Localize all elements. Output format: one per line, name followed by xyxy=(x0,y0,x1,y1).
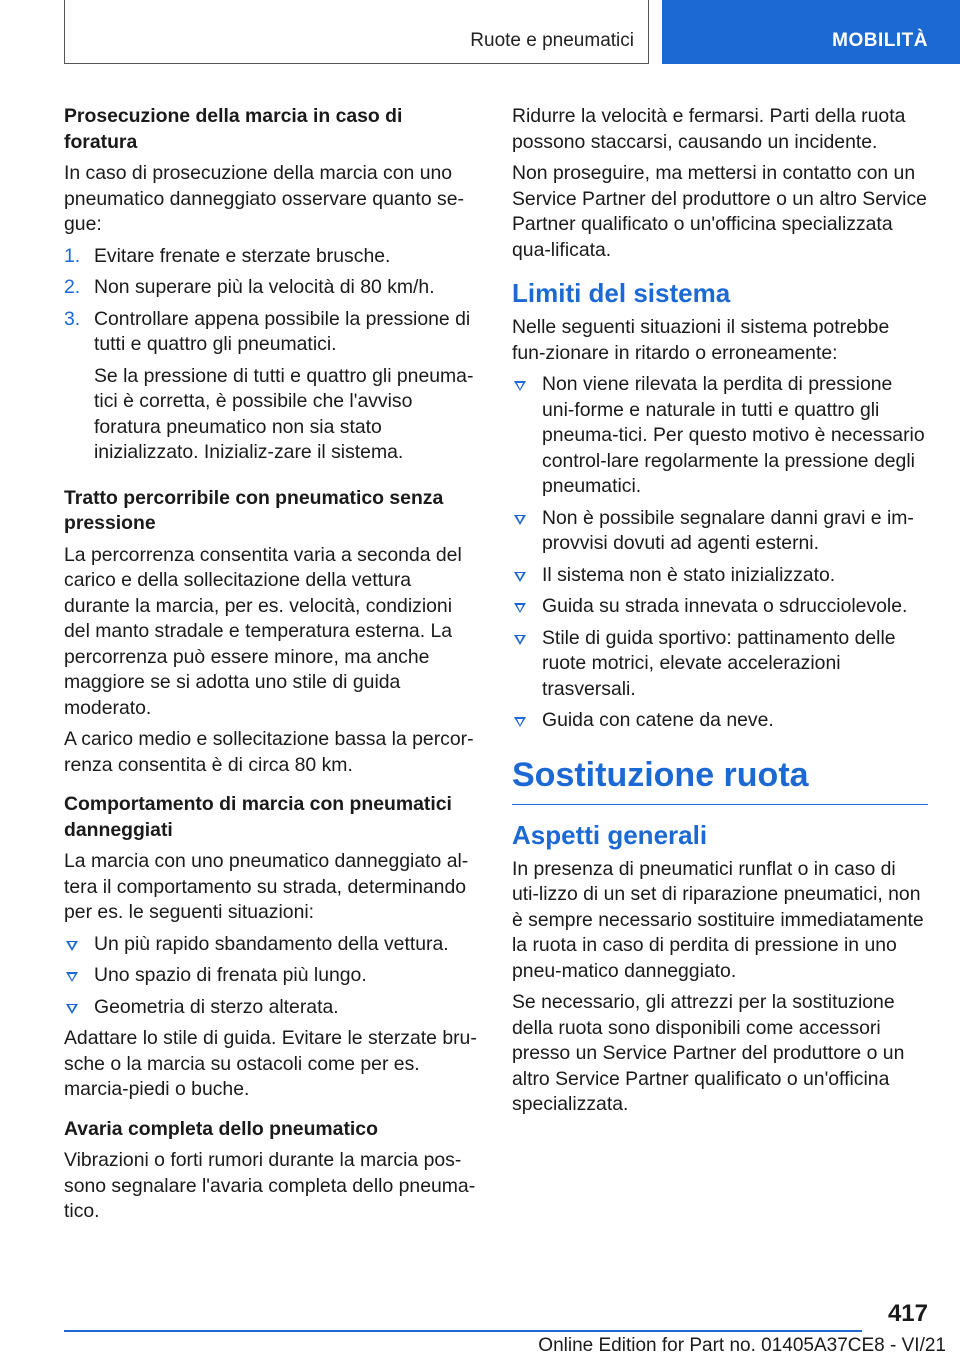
list-item: Geometria di sterzo alterata. xyxy=(64,995,478,1021)
list-item xyxy=(64,275,478,301)
wheel-change-title: Sostituzione ruota xyxy=(512,754,928,805)
limits-list xyxy=(512,372,928,734)
distance-paragraph-1: La percorrenza consentita varia a seconda del carico e della sollecitazione della vettura durante la marcia, per es. velocità, condizioni del manto stradale e temperatura esterna. La percorrenza può essere minore, ma anche maggiore se si adotta uno stile di guida moderato. xyxy=(64,543,462,719)
list-item: Non viene rilevata la perdita di pressione uni-forme e naturale in tutti e quattro gli pneuma-tici. Per questo motivo è necessario control-lare regolarmente la pressione degli pneumatici. xyxy=(512,372,928,500)
behaviour-list xyxy=(64,932,478,1021)
limits-intro: Nelle seguenti situazioni il sistema potrebbe fun-zionare in ritardo o erroneamente: xyxy=(512,316,890,364)
footer-divider xyxy=(64,1330,862,1332)
step-extra: Se la pressione di tutti e quattro gli pneuma-tici è corretta, è possibile che l'avviso foratura pneumatico non sia stato inizializzato. Inizializ-zare il sistema. xyxy=(94,364,474,463)
list-item xyxy=(64,307,478,466)
triangle-bullet-icon xyxy=(514,603,526,613)
triangle-bullet-icon xyxy=(514,381,526,391)
list-item xyxy=(64,244,478,270)
list-item: Guida su strada innevata o sdrucciolevole. xyxy=(512,594,928,620)
edition-text: Online Edition for Part no. 01405A37CE8 - VI/21 xyxy=(538,1335,946,1356)
list-item: Guida con catene da neve. xyxy=(512,708,928,734)
section-title: Ruote e pneumatici xyxy=(470,30,634,51)
failure-continuation-2: Non proseguire, ma mettersi in contatto con un Service Partner del produttore o un altro Service Partner qualificato o un'officina specializzata qua-lificata. xyxy=(512,162,927,261)
triangle-bullet-icon xyxy=(66,1004,78,1014)
list-item: Non è possibile segnalare danni gravi e im-provvisi dovuti ad agenti esterni. xyxy=(512,506,928,557)
behaviour-outro: Adattare lo stile di guida. Evitare le sterzate bru-sche o la marcia su ostacoli come per es. marcia-piedi o buche. xyxy=(64,1027,477,1100)
list-item: Un più rapido sbandamento della vettura. xyxy=(64,932,478,958)
puncture-heading: Prosecuzione della marcia in caso di foratura xyxy=(64,105,403,153)
header-section-tab xyxy=(64,0,649,64)
list-item: Stile di guida sportivo: pattinamento delle ruote motrici, elevate accelerazioni trasversali. xyxy=(512,626,928,703)
puncture-intro: In caso di prosecuzione della marcia con uno pneumatico danneggiato osservare quanto se-gue: xyxy=(64,162,464,235)
failure-heading: Avaria completa dello pneumatico xyxy=(64,1117,378,1140)
header-chapter-tab xyxy=(662,0,960,64)
step-text: Non superare più la velocità di 80 km/h. xyxy=(94,276,435,298)
distance-paragraph-2: A carico medio e sollecitazione bassa la percor-renza consentita è di circa 80 km. xyxy=(64,728,474,776)
puncture-steps xyxy=(64,244,478,466)
chapter-title: MOBILITÀ xyxy=(832,30,928,51)
failure-continuation-1: Ridurre la velocità e fermarsi. Parti della ruota possono staccarsi, causando un incidente. xyxy=(512,105,906,153)
failure-text: Vibrazioni o forti rumori durante la marcia pos-sono segnalare l'avaria completa dello pneuma-tico. xyxy=(64,1149,476,1222)
left-column xyxy=(64,104,478,1225)
triangle-bullet-icon xyxy=(514,635,526,645)
right-column xyxy=(512,104,928,1118)
step-number: 3. xyxy=(64,307,81,330)
general-heading: Aspetti generali xyxy=(512,819,708,850)
triangle-bullet-icon xyxy=(66,972,78,982)
list-item: Il sistema non è stato inizializzato. xyxy=(512,563,928,589)
general-paragraph-2: Se necessario, gli attrezzi per la sostituzione della ruota sono disponibili come accessori presso un Service Partner del produttore o un altro Service Partner qualificato o un'officina specializzata. xyxy=(512,991,905,1115)
step-text: Evitare frenate e sterzate brusche. xyxy=(94,244,391,267)
behaviour-heading: Comportamento di marcia con pneumatici danneggiati xyxy=(64,793,452,841)
behaviour-intro: La marcia con uno pneumatico danneggiato al-tera il comportamento su strada, determinando per es. le seguenti situazioni: xyxy=(64,850,469,923)
limits-heading: Limiti del sistema xyxy=(512,278,731,308)
step-text: Controllare appena possibile la pressione di tutti e quattro gli pneumatici. xyxy=(94,307,471,355)
page-number: 417 xyxy=(887,1300,928,1327)
general-paragraph-1: In presenza di pneumatici runflat o in caso di uti-lizzo di un set di riparazione pneumatici, non è sempre necessario sostituire immediatamente la ruota in caso di perdita di pressione in uno pneu-matico danneggiato. xyxy=(512,857,924,982)
distance-heading: Tratto percorribile con pneumatico senza pressione xyxy=(64,486,444,534)
step-number: 1. xyxy=(64,244,81,267)
triangle-bullet-icon xyxy=(66,941,78,951)
triangle-bullet-icon xyxy=(514,515,526,525)
triangle-bullet-icon xyxy=(514,572,526,582)
triangle-bullet-icon xyxy=(514,717,526,727)
step-number: 2. xyxy=(64,276,81,298)
list-item: Uno spazio di frenata più lungo. xyxy=(64,963,478,989)
